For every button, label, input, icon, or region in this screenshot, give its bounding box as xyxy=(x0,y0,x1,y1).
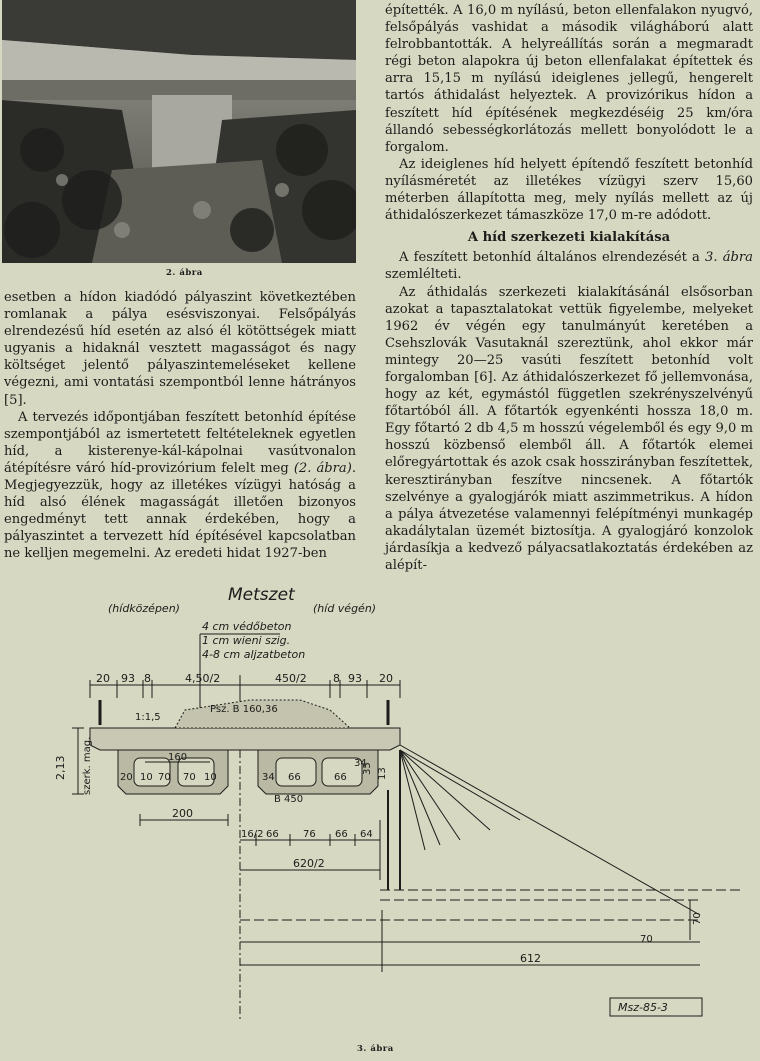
dim-200: 200 xyxy=(172,807,193,820)
dim-top-5: 450/2 xyxy=(275,672,307,685)
dim-70: 70 xyxy=(640,934,653,945)
dim-top-1: 20 xyxy=(96,672,110,685)
dim-620: 620/2 xyxy=(293,857,325,870)
left-column xyxy=(4,289,356,563)
left-cell-2: 10 xyxy=(140,772,153,783)
dim-35: 35 xyxy=(362,762,373,775)
left-cell-1: 20 xyxy=(120,772,133,783)
figure3-label-left: (hídközépen) xyxy=(108,602,180,615)
dim-top-6: 8 xyxy=(333,672,340,685)
dim-top-8: 20 xyxy=(379,672,393,685)
dim-top-7: 93 xyxy=(348,672,362,685)
figure3-caption: 3. ábra xyxy=(357,1044,394,1054)
figure3-title: Metszet xyxy=(228,585,295,605)
figure-reference: 3. ábra xyxy=(705,250,753,266)
b450-label: B 450 xyxy=(274,794,304,805)
right-column xyxy=(385,2,753,574)
left-cell-5: 10 xyxy=(204,772,217,783)
psz-label: Psz. B 160,36 xyxy=(210,704,278,715)
right-paragraph-1: építették. A 16,0 m nyílású, beton ellenfalakon nyugvó, felsőpályás vashidat a második világháború alatt felrobbantották. A helyreállítás során a megmaradt régi beton alapokra új beton ellenfalakat építettek és arra 15,15 m nyílású ideiglenes jellegű, hengerelt tartós áthidalást helyeztek. A provizórikus hídon a feszített híd építésének megkezdéséig 25 km/óra állandó sebességkorlátozás mellett bonyolódott le a forgalom. xyxy=(385,3,753,155)
bottom-dim-3: 76 xyxy=(303,829,316,840)
left-cell-3: 70 xyxy=(158,772,171,783)
left-cell-4: 70 xyxy=(183,772,196,783)
dim-160: 160 xyxy=(168,752,188,763)
dim-70-vertical: 70 xyxy=(692,912,703,925)
drawing-stamp: Msz-85-3 xyxy=(618,1001,668,1014)
right-cell-1: 34 xyxy=(262,772,275,783)
right-paragraph-2: Az ideiglenes híd helyett építendő feszített betonhíd nyílásméretét az illetékes vízügyi szerv 15,60 méterben állapította meg, mely nyílás mellett az új áthidalószerkezet támaszköze 17,0 m-re adódott. xyxy=(385,156,753,224)
right-cell-2: 66 xyxy=(288,772,301,783)
dim-top-2: 93 xyxy=(121,672,135,685)
left-paragraph-1: esetben a hídon kiadódó pályaszint következtében romlanak a pálya esésviszonyai. Felsőpályás elrendezésű híd esetén az alsó él kötöttségek miatt ugyanis a hidaknál vesztett magasságot és nagy költséget jelentő pályaszintemeléseket kellene végezni, ami vontatási szempontból lenne hátrányos [5]. xyxy=(4,290,356,408)
bottom-dim-1: 16/2 xyxy=(241,829,264,840)
section-heading: A híd szerkezeti kialakítása xyxy=(467,230,671,246)
layer-2: 1 cm wieni szig. xyxy=(202,634,291,647)
right-cell-3: 66 xyxy=(334,772,347,783)
height-label: 2,13 xyxy=(54,755,67,780)
layer-3: 4-8 cm aljzatbeton xyxy=(202,648,306,661)
bottom-dim-4: 66 xyxy=(335,829,348,840)
dim-top-4: 4,50/2 xyxy=(185,672,221,685)
right-paragraph-4: Az áthidalás szerkezeti kialakításánál elsősorban azokat a tapasztalatokat vettük figyelembe, melyeket 1962 év végén egy tanulmányút keretében a Csehszlovák Vasutaknál szereztünk, ahol ekkor már mintegy 20—25 vasúti feszített betonhíd volt forgalomban [6]. Az áthidalószerkezet fő jellemvonása, hogy az két, egymástól független szekrényszelvényű főtartóból áll. A főtartók egyenkénti hossza 18,0 m. Egy főtartó 2 db 4,5 m hosszú végelemből és egy 9,0 m hosszú közbenső elemből áll. A főtartók elemei előregyártottak és azok csak hosszirányban feszítettek, keresztirányban feszítve nincsenek. A főtartók szelvénye a gyalogjárók miatt aszimmetrikus. A hídon a pálya átvezetése valamennyi felépítményi munkagép akadálytalan üzemét biztosítja. A gyalogjáró konzolok járdasíkja a kedvező pályacsatlakoztatás érdekében az alépít- xyxy=(385,284,753,573)
right-cell-4: 34 xyxy=(354,758,367,769)
dim-612: 612 xyxy=(520,952,541,965)
right-paragraph-3: A feszített betonhíd általános elrendezését a 3. ábra szemlélteti. xyxy=(385,250,753,283)
bottom-dim-2: 66 xyxy=(266,829,279,840)
layer-1: 4 cm védőbeton xyxy=(202,620,292,633)
cross-section-drawing xyxy=(0,580,760,1040)
height-text: szerk. mag. xyxy=(82,736,93,795)
slope-label: 1:1,5 xyxy=(135,712,161,723)
figure3-label-right: (híd végén) xyxy=(313,602,377,615)
bottom-dim-5: 64 xyxy=(360,829,373,840)
dim-top-3: 8 xyxy=(144,672,151,685)
figure-reference: (2. ábra) xyxy=(293,460,352,476)
dim-13: 13 xyxy=(377,767,388,780)
figure2-caption: 2. ábra xyxy=(166,268,203,278)
bridge-photo xyxy=(2,0,356,263)
left-paragraph-2: A tervezés időpontjában feszített betonhíd építése szempontjából az ismertetett feltételeknek egyetlen híd, a kisterenye-kál-kápolnai vasútvonalon átépítésre váró híd-provizórium felelt meg (2. ábra). Megjegyezzük, hogy az illetékes vízügyi hatóság a híd alsó élének magasságát illetően bizonyos engedményt tett annak érdekében, hogy a pályaszintet a tervezett híd építésével kapcsolatban ne kelljen megemelni. Az eredeti hidat 1927-ben xyxy=(4,409,356,562)
